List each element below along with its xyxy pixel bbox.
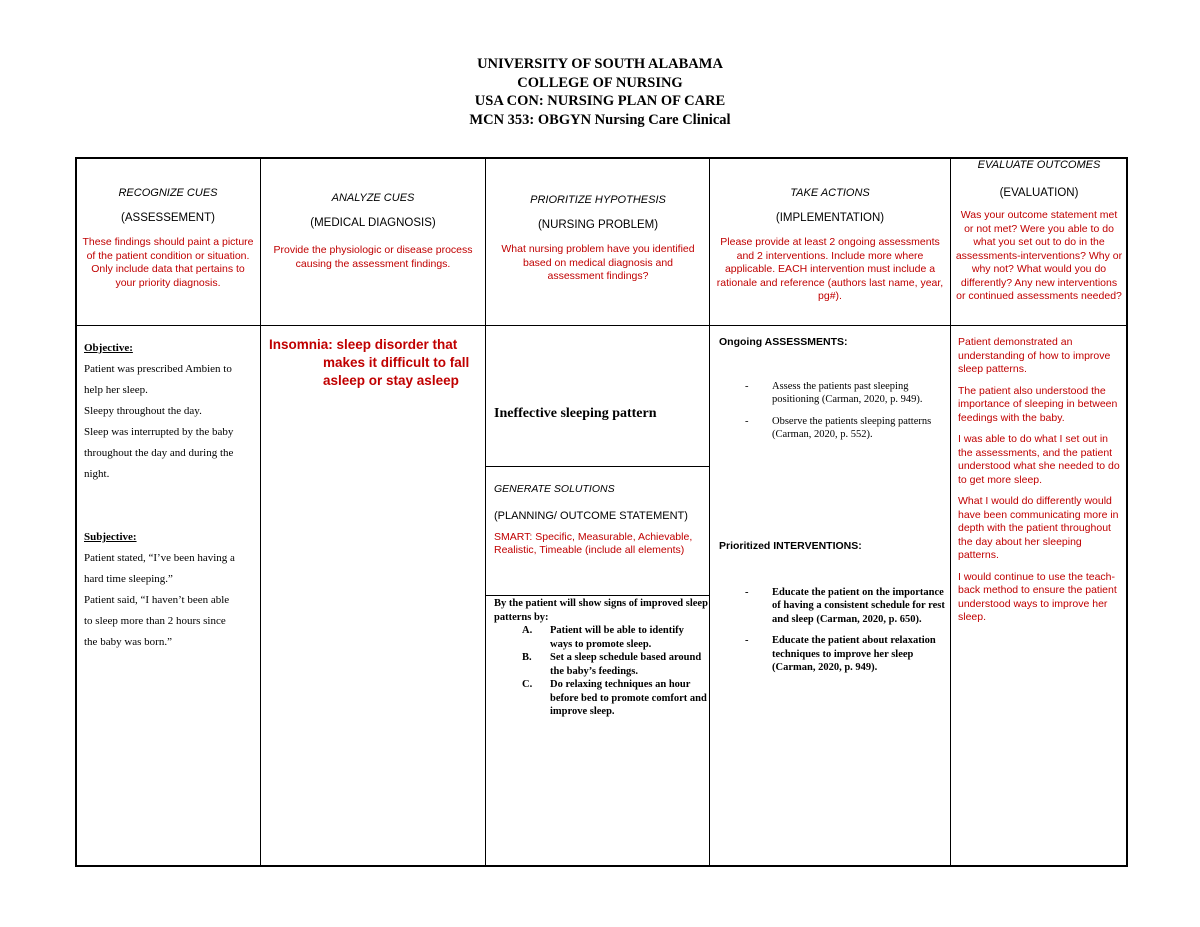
ongoing-assessments-label: Ongoing ASSESSMENTS:: [719, 336, 848, 348]
table-border-bottom: [75, 865, 1128, 867]
col-divider-1: [260, 157, 261, 867]
list-item: [719, 415, 945, 442]
smart-divider: [486, 595, 710, 596]
evaluate-outcomes-subtitle: (EVALUATION): [999, 186, 1079, 199]
list-item: [494, 651, 708, 678]
subjective-line: the baby was born.”: [84, 636, 172, 648]
evaluate-outcomes-description: Was your outcome statement met or not met? Were you able to do what you set out to do in the assessments-interventions? Why or why not? What would you do differently? Any new interventions or continued assessments needed?: [955, 209, 1123, 302]
list-marker: B.: [522, 652, 532, 663]
objective-line: Sleep was interrupted by the baby: [84, 426, 234, 438]
header-row-divider: [75, 325, 1128, 326]
list-item: [719, 380, 945, 407]
list-item-text: Do relaxing techniques an hour before bed to promote comfort and improve sleep.: [550, 679, 707, 717]
list-marker: -: [745, 415, 749, 427]
list-item-text: Set a sleep schedule based around the baby’s feedings.: [550, 652, 702, 677]
evaluation-paragraph: The patient also understood the importance of sleeping in between feedings with the baby.: [958, 384, 1118, 424]
implementation-cell: [719, 336, 945, 450]
table-border-left: [75, 157, 77, 867]
list-item-text: Educate the patient on the importance of having a consistent schedule for rest and sleep (Carman, 2020, p. 650).: [772, 586, 945, 625]
list-item: [494, 624, 708, 651]
list-marker: C.: [522, 679, 533, 690]
form-title: USA CON: NURSING PLAN OF CARE: [474, 93, 726, 109]
analyze-cues-title: ANALYZE CUES: [331, 192, 415, 204]
subjective-line: Patient said, “I haven’t been able: [84, 594, 230, 606]
objective-line: help her sleep.: [84, 384, 148, 396]
list-item: [494, 678, 708, 719]
table-border-right: [1126, 157, 1128, 867]
evaluation-cell: [958, 336, 1124, 633]
analyze-cues-header: [264, 192, 482, 271]
diagnosis-line: makes it difficult to fall: [323, 355, 470, 370]
objective-line: night.: [84, 468, 110, 480]
evaluate-outcomes-title: EVALUATE OUTCOMES: [977, 159, 1101, 171]
recognize-cues-header: [80, 187, 256, 290]
evaluation-paragraph: I was able to do what I set out in the assessments, and the patient understood what she needed to do to get more sleep.: [958, 433, 1120, 486]
diagnosis-line: Insomnia: sleep disorder that: [269, 337, 458, 352]
assessments-list: [719, 380, 945, 442]
problem-planning-divider: [486, 466, 710, 467]
outcome-intro: By the patient will show signs of improved sleep patterns by:: [494, 598, 708, 623]
prioritize-hypothesis-subtitle: (NURSING PROBLEM): [537, 218, 659, 231]
university-name: UNIVERSITY OF SOUTH ALABAMA: [477, 56, 723, 72]
take-actions-description: Please provide at least 2 ongoing assessments and 2 interventions. Include more where applicable. EACH intervention must include a rationale and reference (authors last name, year, pg#).: [716, 236, 944, 302]
list-marker: -: [745, 586, 749, 598]
subjective-label: Subjective:: [84, 531, 137, 543]
objective-label: Objective:: [84, 342, 133, 354]
recognize-cues-title: RECOGNIZE CUES: [118, 187, 218, 199]
col-divider-2: [485, 157, 486, 867]
evaluation-paragraph: I would continue to use the teach-back method to ensure the patient understood ways to improve her sleep.: [958, 570, 1117, 623]
assessment-cell: [84, 338, 256, 653]
list-item-text: Educate the patient about relaxation techniques to improve her sleep (Carman, 2020, p. 949).: [772, 635, 936, 673]
evaluate-outcomes-header: [955, 159, 1123, 304]
prioritize-hypothesis-title: PRIORITIZE HYPOTHESIS: [530, 194, 666, 206]
objective-line: throughout the day and during the: [84, 447, 234, 459]
recognize-cues-description: These findings should paint a picture of the patient condition or situation. Only include data that pertains to your priority diagnosis.: [82, 236, 254, 289]
college-name: COLLEGE OF NURSING: [517, 74, 683, 91]
subjective-line: hard time sleeping.”: [84, 573, 173, 585]
medical-diagnosis-cell: [269, 336, 481, 390]
list-item-text: Observe the patients sleeping patterns (Carman, 2020, p. 552).: [772, 415, 932, 440]
list-item-text: Patient will be able to identify ways to promote sleep.: [550, 625, 684, 650]
analyze-cues-description: Provide the physiologic or disease process causing the assessment findings.: [273, 244, 473, 270]
outcome-statement-cell: [494, 597, 708, 719]
interventions-list: [719, 586, 945, 675]
objective-line: Patient was prescribed Ambien to: [84, 363, 232, 375]
col-divider-3: [709, 157, 710, 867]
take-actions-subtitle: (IMPLEMENTATION): [775, 211, 885, 224]
smart-description: SMART: Specific, Measurable, Achievable, Realistic, Timeable (include all elements): [494, 530, 693, 556]
interventions-cell: [719, 540, 945, 683]
list-marker: -: [745, 635, 749, 646]
nursing-problem: Ineffective sleeping pattern: [494, 406, 657, 421]
col-divider-4: [950, 157, 951, 867]
objective-line: Sleepy throughout the day.: [84, 405, 202, 417]
take-actions-header: [714, 187, 946, 304]
planning-subtitle: (PLANNING/ OUTCOME STATEMENT): [494, 509, 688, 522]
list-marker: -: [745, 380, 749, 392]
list-marker: A.: [522, 625, 533, 636]
evaluation-paragraph: Patient demonstrated an understanding of how to improve sleep patterns.: [958, 336, 1111, 375]
take-actions-title: TAKE ACTIONS: [790, 187, 870, 199]
analyze-cues-subtitle: (MEDICAL DIAGNOSIS): [310, 216, 436, 229]
list-item-text: Assess the patients past sleeping positioning (Carman, 2020, p. 949).: [772, 380, 923, 405]
recognize-cues-subtitle: (ASSESSEMENT): [121, 211, 215, 224]
outcome-list: [494, 624, 708, 719]
diagnosis-line: asleep or stay asleep: [323, 373, 459, 388]
planning-cell: [494, 483, 706, 558]
course-title: MCN 353: OBGYN Nursing Care Clinical: [469, 111, 731, 128]
prioritize-hypothesis-description: What nursing problem have you identified based on medical diagnosis and assessment findings?: [501, 243, 695, 282]
subjective-line: Patient stated, “I’ve been having a: [84, 552, 235, 564]
generate-solutions-title: GENERATE SOLUTIONS: [494, 483, 615, 495]
list-item: [719, 586, 945, 627]
subjective-line: to sleep more than 2 hours since: [84, 615, 226, 627]
prioritized-interventions-label: Prioritized INTERVENTIONS:: [719, 540, 862, 552]
evaluation-paragraph: What I would do differently would have been communicating more in depth with the patient throughout the day about her sleeping patterns.: [958, 495, 1119, 561]
list-item: [719, 634, 945, 675]
prioritize-hypothesis-header: [490, 194, 706, 284]
